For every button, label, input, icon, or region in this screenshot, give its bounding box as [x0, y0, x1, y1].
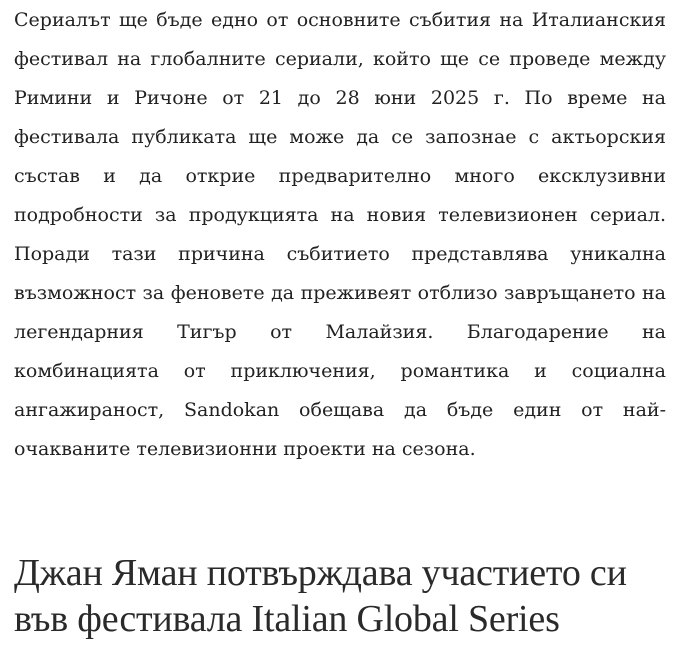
section-heading: Джан Яман потвърждава участието си във фестивала Italian Global Series [14, 552, 627, 640]
article-paragraph: Сериалът ще бъде едно от основните събития на Италианския фестивал на глобалните сериали, който ще се проведе между Римини и Ричоне от 21 до 28 юни 2025 г. По време на фестивала публиката ще може да се запознае с актьорския състав и да открие предварително много ексклузивни подробности за продукцията на новия телевизионен сериал. Поради тази причина събитието представлява уникална възможност за феновете да преживеят отблизо завръщането на легендарния Тигър от Малайзия. Благодарение на комбинацията от приключения, романтика и социална ангажираност, Sandokan обещава да бъде един от най-очакваните телевизионни проекти на сезона. [14, 9, 666, 460]
article-body [14, 0, 666, 640]
